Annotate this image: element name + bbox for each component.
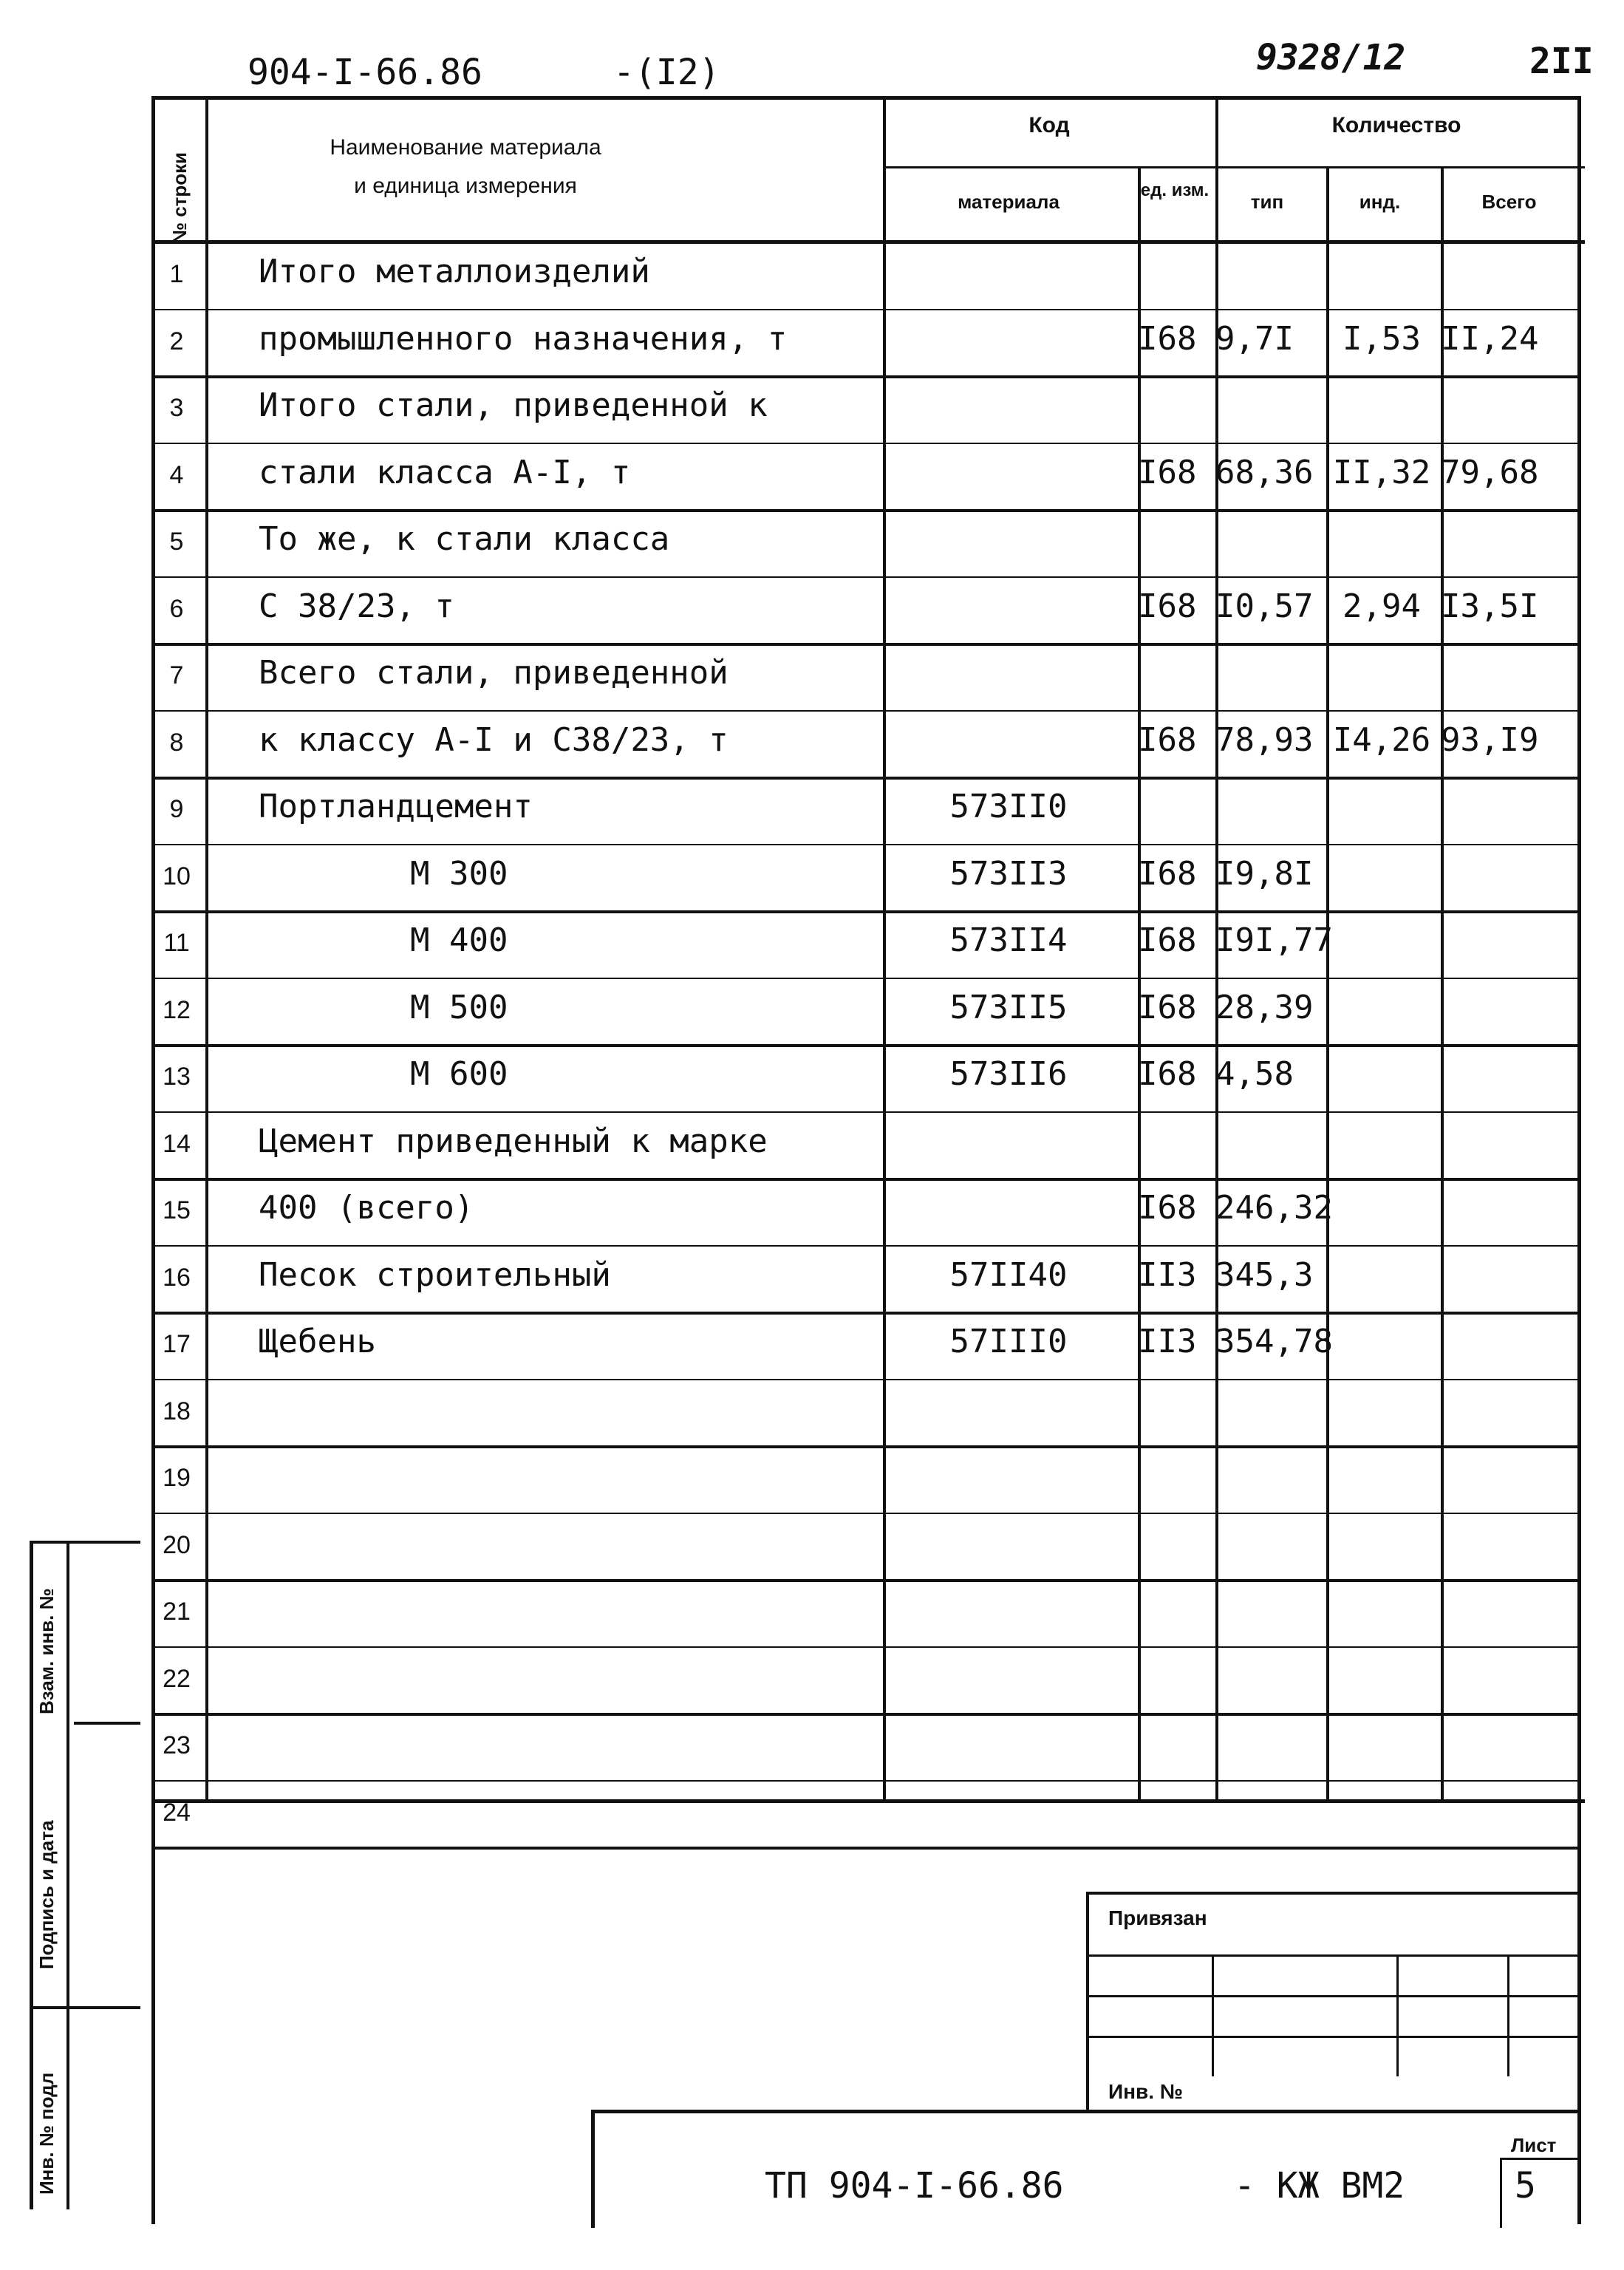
section-code: -(I2) <box>613 52 720 93</box>
row-number: 23 <box>163 1731 191 1759</box>
table-row <box>151 1114 1581 1181</box>
material-code-header: материала <box>958 191 1060 213</box>
row-number: 12 <box>163 995 191 1024</box>
table-row <box>151 311 1581 378</box>
material-name: 400 (всего) <box>259 1189 474 1227</box>
row-number: 20 <box>163 1530 191 1559</box>
unit-code: II3 <box>1138 1323 1197 1360</box>
row-number: 17 <box>163 1330 191 1358</box>
unit-code: I68 <box>1138 921 1197 959</box>
row-number: 22 <box>163 1664 191 1693</box>
qty-type: 354,78 <box>1215 1323 1333 1360</box>
qty-ind: II,32 <box>1332 453 1431 491</box>
table-row <box>151 913 1581 980</box>
material-name: промышленного назначения, т <box>259 319 788 358</box>
qty-ind: I4,26 <box>1332 720 1431 759</box>
table-row <box>151 579 1581 646</box>
material-name: к классу А-I и С38/23, т <box>259 720 729 759</box>
table-row <box>151 712 1581 780</box>
row-number: 10 <box>163 862 191 890</box>
material-name: М 400 <box>410 921 508 959</box>
table-row <box>151 1515 1581 1582</box>
qty-type: I0,57 <box>1215 587 1314 625</box>
material-name: Цемент приведенный к марке <box>259 1122 768 1160</box>
table-row <box>151 244 1581 311</box>
qty-total: I3,5I <box>1441 587 1539 625</box>
unit-code: II3 <box>1138 1255 1197 1294</box>
inv-podl-label: Инв. № подл <box>35 2072 58 2195</box>
qty-type: 28,39 <box>1215 988 1314 1026</box>
material-name: Итого стали, приведенной к <box>259 386 768 424</box>
total-header: Всего <box>1481 191 1537 213</box>
material-name: Щебень <box>259 1323 376 1360</box>
document-mark: - КЖ ВМ2 <box>1234 2165 1405 2206</box>
table-row <box>151 1314 1581 1381</box>
material-code: 573II5 <box>949 988 1068 1026</box>
name-header-line1: Наименование материала <box>330 135 601 160</box>
row-number: 18 <box>163 1397 191 1425</box>
material-name: Портландцемент <box>259 788 533 825</box>
row-number: 14 <box>163 1129 191 1158</box>
material-code: 57III0 <box>949 1323 1068 1360</box>
row-number: 4 <box>169 460 184 489</box>
table-row <box>151 445 1581 512</box>
qty-total: 93,I9 <box>1441 720 1539 759</box>
material-code: 573II6 <box>949 1055 1068 1093</box>
table-row <box>151 1381 1581 1448</box>
table-row <box>151 980 1581 1047</box>
unit-code: I68 <box>1138 587 1197 625</box>
table-row <box>151 511 1581 579</box>
qty-total: 79,68 <box>1441 453 1539 491</box>
row-number: 9 <box>169 795 184 823</box>
row-number: 7 <box>169 661 184 689</box>
row-number: 13 <box>163 1063 191 1091</box>
document-code: 904-I-66.86 <box>248 52 482 93</box>
unit-code: I68 <box>1138 988 1197 1026</box>
qty-type: 78,93 <box>1215 720 1314 759</box>
unit-code: I68 <box>1138 720 1197 759</box>
unit-code: I68 <box>1138 854 1197 893</box>
unit-code: I68 <box>1138 1189 1197 1227</box>
material-name: М 300 <box>410 854 508 893</box>
material-name: стали класса А-I, т <box>259 453 631 491</box>
signature-date-label: Подпись и дата <box>35 1820 58 1969</box>
table-row <box>151 1247 1581 1315</box>
material-name: М 600 <box>410 1055 508 1093</box>
qty-ind: I,53 <box>1342 319 1421 358</box>
qty-type: I9,8I <box>1215 854 1314 893</box>
qty-total: II,24 <box>1441 319 1539 358</box>
material-name: То же, к стали класса <box>259 520 670 558</box>
inv-no-label: Инв. № <box>1108 2080 1184 2103</box>
row-number: 1 <box>169 260 184 288</box>
qty-type: 246,32 <box>1215 1189 1333 1227</box>
table-row <box>151 1046 1581 1114</box>
row-number-header: № строки <box>168 151 191 244</box>
material-code: 57II40 <box>949 1255 1068 1294</box>
material-name: М 500 <box>410 988 508 1026</box>
sheet-label: Лист <box>1511 2134 1557 2156</box>
page-number: 2II <box>1529 41 1594 82</box>
table-row <box>151 1448 1581 1515</box>
vzam-label: Взам. инв. № <box>35 1588 58 1714</box>
row-number: 24 <box>163 1798 191 1827</box>
unit-code: I68 <box>1138 453 1197 491</box>
table-row <box>151 1649 1581 1716</box>
table-row <box>151 1715 1581 1782</box>
table-row <box>151 378 1581 445</box>
designation: ТП 904-I-66.86 <box>765 2165 1064 2206</box>
table-row <box>151 1782 1581 1850</box>
code-header: Код <box>1028 113 1070 137</box>
material-code: 573II0 <box>949 788 1068 825</box>
table-row <box>151 779 1581 846</box>
row-number: 6 <box>169 594 184 623</box>
row-number: 19 <box>163 1464 191 1492</box>
unit-code: I68 <box>1138 319 1197 358</box>
material-name: Итого металлоизделий <box>259 253 650 290</box>
row-number: 21 <box>163 1598 191 1626</box>
row-number: 3 <box>169 394 184 422</box>
material-code: 573II4 <box>949 921 1068 959</box>
table-row <box>151 645 1581 712</box>
quantity-header: Количество <box>1331 113 1461 137</box>
row-number: 2 <box>169 327 184 355</box>
material-code: 573II3 <box>949 854 1068 893</box>
row-number: 8 <box>169 728 184 757</box>
row-number: 15 <box>163 1196 191 1224</box>
ind-header: инд. <box>1359 191 1401 213</box>
qty-type: 345,3 <box>1215 1255 1314 1294</box>
sheet-number: 5 <box>1515 2165 1536 2206</box>
table-row <box>151 1180 1581 1247</box>
row-number: 5 <box>169 528 184 556</box>
material-name: Всего стали, приведенной <box>259 654 729 692</box>
handwritten-code: 9328/12 <box>1256 37 1406 78</box>
qty-type: 68,36 <box>1215 453 1314 491</box>
row-number: 16 <box>163 1263 191 1292</box>
qty-type: I9I,77 <box>1215 921 1333 959</box>
table-row <box>151 846 1581 913</box>
material-name: Песок строительный <box>259 1255 611 1294</box>
privyazan-label: Привязан <box>1108 1906 1207 1929</box>
row-number: 11 <box>163 929 190 957</box>
qty-type: 9,7I <box>1215 319 1294 358</box>
type-header: тип <box>1250 191 1284 213</box>
name-header-line2: и единица измерения <box>354 174 577 198</box>
table-row <box>151 1581 1581 1649</box>
qty-ind: 2,94 <box>1342 587 1421 625</box>
unit-code: I68 <box>1138 1055 1197 1093</box>
unit-header: ед. изм. <box>1140 180 1210 200</box>
material-name: С 38/23, т <box>259 587 454 625</box>
qty-type: 4,58 <box>1215 1055 1294 1093</box>
